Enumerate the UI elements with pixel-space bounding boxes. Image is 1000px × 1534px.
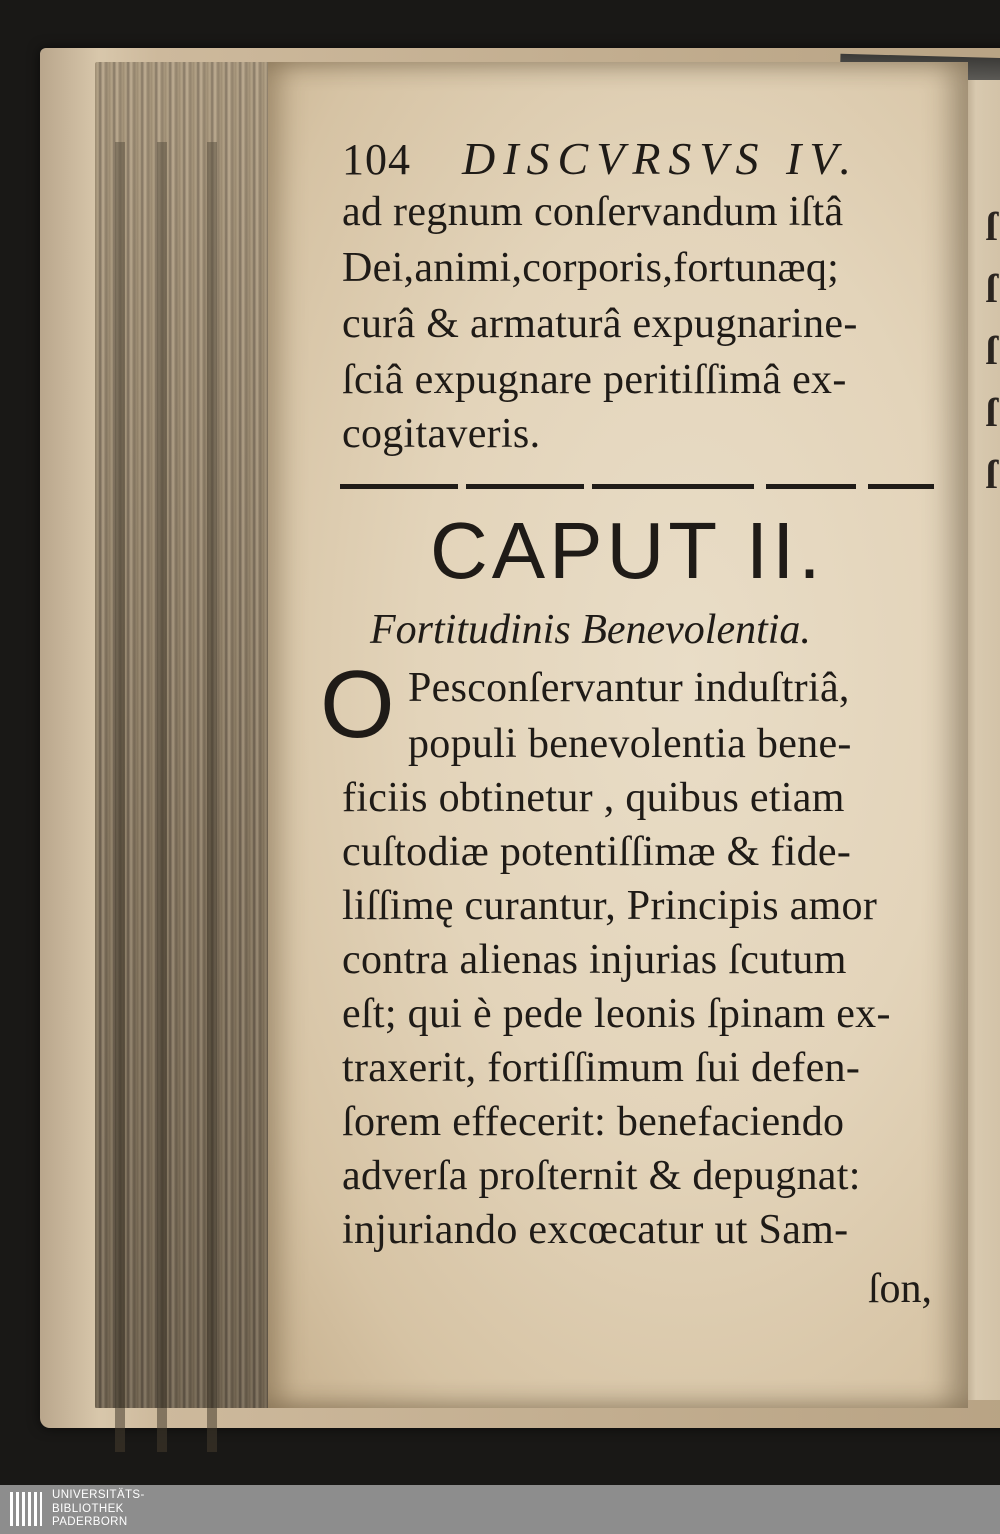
- text-line: cuſtodiæ potentiſſimæ & fide-: [342, 829, 852, 875]
- text-line: cogitaveris.: [342, 411, 541, 457]
- text-line: curâ & armaturâ expugnarine-: [342, 301, 858, 347]
- divider-rule: [592, 484, 754, 489]
- library-name-line: UNIVERSITÄTS-: [52, 1489, 145, 1501]
- facing-page-fragment: ſ ſ ſ ſ ſ: [986, 204, 998, 497]
- divider-rule: [340, 484, 458, 489]
- edge-shadow: [207, 142, 217, 1452]
- edge-shadow: [157, 142, 167, 1452]
- text-line: liſſimę curantur, Principis amor: [342, 883, 878, 929]
- chapter-subtitle: Fortitudinis Benevolentia.: [370, 607, 811, 653]
- chapter-heading: CAPUT II.: [430, 506, 825, 595]
- page-number: 104: [342, 135, 411, 184]
- divider-rule: [466, 484, 584, 489]
- library-name-line: BIBLIOTHEK: [52, 1502, 124, 1515]
- divider-rule: [868, 484, 934, 489]
- text-line: Pesconſervantur induſtriâ,: [408, 665, 850, 711]
- text-line: ad regnum conſervandum iſtâ: [342, 189, 844, 235]
- drop-initial: O: [320, 651, 395, 758]
- running-title: DISCVRSVS IV.: [462, 133, 860, 184]
- text-line: ſorem effecerit: benefaciendo: [342, 1099, 845, 1145]
- divider-rule: [766, 484, 856, 489]
- page-edges: [95, 62, 290, 1408]
- catchword: ſon,: [867, 1266, 932, 1312]
- text-line: populi benevolentia bene-: [408, 721, 852, 767]
- text-line: adverſa proſternit & depugnat:: [342, 1153, 861, 1199]
- text-line: traxerit, fortiſſimum ſui defen-: [342, 1045, 861, 1091]
- text-line: ſciâ expugnare peritiſſimâ ex-: [342, 357, 847, 403]
- text-line: contra alienas injurias ſcutum: [342, 937, 847, 983]
- library-name-line: PADERBORN: [52, 1516, 128, 1528]
- library-footer: [0, 1485, 1000, 1534]
- text-line: injuriando excœcatur ut Sam-: [342, 1207, 849, 1253]
- library-logo-icon: [8, 1490, 44, 1528]
- edge-shadow: [115, 142, 125, 1452]
- library-name: [52, 1489, 145, 1530]
- running-head: [342, 132, 859, 185]
- text-line: Dei,animi,corporis,fortunæq;: [342, 245, 840, 291]
- text-line: ficiis obtinetur , quibus etiam: [342, 775, 845, 821]
- text-line: eſt; qui è pede leonis ſpinam ex-: [342, 991, 891, 1037]
